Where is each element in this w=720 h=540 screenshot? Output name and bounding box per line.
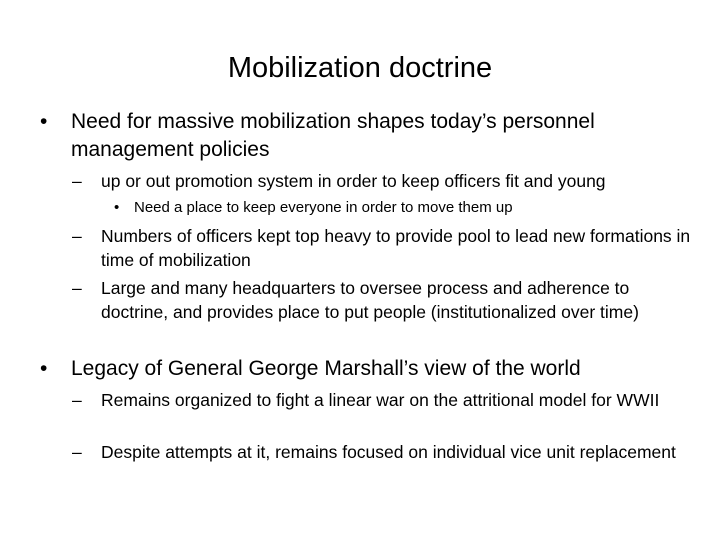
- bullet-item-level2: [72, 388, 692, 412]
- bullet-item-level1: [40, 108, 690, 164]
- dash-marker: –: [72, 390, 82, 410]
- bullet-text: Large and many headquarters to oversee process and adherence to doctrine, and provides place to put people (institutionalized over time): [101, 278, 639, 322]
- bullet-item-level2: [72, 224, 692, 272]
- bullet-marker: •: [40, 357, 48, 380]
- bullet-item-level3: [114, 198, 684, 218]
- bullet-text: Legacy of General George Marshall’s view of the world: [71, 357, 581, 380]
- bullet-item-level2: [72, 169, 692, 193]
- dash-marker: –: [72, 226, 82, 246]
- bullet-text: Numbers of officers kept top heavy to provide pool to lead new formations in time of mobilization: [101, 226, 691, 270]
- dash-marker: –: [72, 171, 82, 191]
- bullet-marker: •: [114, 199, 120, 216]
- bullet-item-level2: [72, 440, 692, 464]
- bullet-marker: •: [40, 110, 48, 133]
- bullet-text: up or out promotion system in order to keep officers fit and young: [101, 171, 606, 191]
- dash-marker: –: [72, 278, 82, 298]
- bullet-text: Need for massive mobilization shapes today’s personnel management policies: [71, 110, 595, 161]
- bullet-text: Need a place to keep everyone in order to move them up: [134, 199, 513, 216]
- bullet-item-level2: [72, 276, 692, 324]
- bullet-text: Remains organized to fight a linear war on the attritional model for WWII: [101, 390, 660, 410]
- slide-title: Mobilization doctrine: [227, 52, 493, 84]
- dash-marker: –: [72, 442, 82, 462]
- bullet-text: Despite attempts at it, remains focused on individual vice unit replacement: [101, 442, 676, 462]
- bullet-item-level1: [40, 355, 690, 383]
